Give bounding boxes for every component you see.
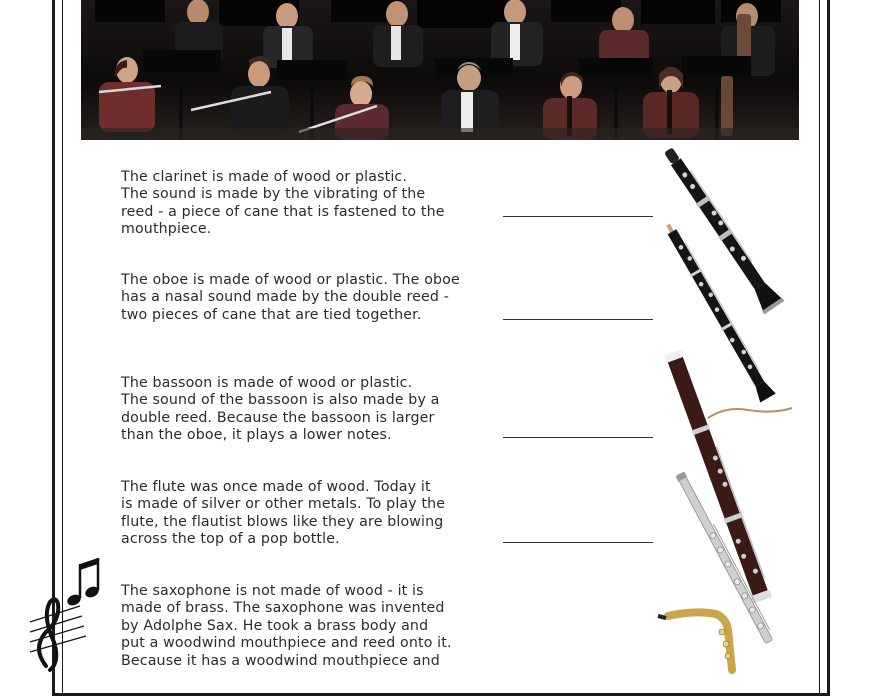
eighth-notes-icon (66, 558, 101, 607)
orchestra-photo (81, 0, 799, 140)
text-line: mouthpiece. (121, 221, 212, 238)
text-line: The bassoon is made of wood or plastic. (121, 375, 413, 391)
text-line: across the top of a pop bottle. (121, 531, 340, 548)
saxophone-description (121, 583, 501, 670)
clarinet-image (658, 143, 784, 314)
text-line: made of brass. The saxophone was invented (121, 600, 445, 617)
text-line: The flute was once made of wood. Today it (121, 479, 431, 495)
oboe-description (121, 272, 501, 324)
text-line: reed - a piece of cane that is fastened to the (121, 203, 445, 220)
bassoon-description (121, 375, 501, 445)
answer-line-4[interactable] (503, 542, 653, 543)
text-line: The oboe is made of wood or plastic. The oboe (121, 272, 460, 288)
text-line: The saxophone is not made of wood - it is (121, 583, 424, 599)
text-line: has a nasal sound made by the double reed - (121, 289, 449, 306)
answer-line-1[interactable] (503, 216, 653, 217)
clarinet-description (121, 169, 501, 239)
text-line: flute, the flautist blows like they are blowing (121, 513, 444, 530)
text-line: than the oboe, it plays a lower notes. (121, 427, 392, 444)
text-line: double reed. Because the bassoon is larger (121, 409, 435, 426)
text-line: two pieces of cane that are tied together. (121, 306, 422, 323)
flute-description (121, 479, 501, 549)
music-decoration (20, 556, 110, 666)
text-line: put a woodwind mouthpiece and reed onto it. (121, 635, 452, 652)
answer-line-3[interactable] (503, 437, 653, 438)
treble-clef-icon (30, 599, 86, 670)
text-line: The clarinet is made of wood or plastic. (121, 169, 408, 185)
text-line: by Adolphe Sax. He took a brass body and (121, 617, 429, 634)
answer-line-2[interactable] (503, 319, 653, 320)
text-line: The sound of the bassoon is also made by a (121, 392, 440, 409)
text-line: Because it has a woodwind mouthpiece and (121, 652, 440, 669)
text-line: The sound is made by the vibrating of the (121, 186, 426, 203)
text-line: is made of silver or other metals. To play the (121, 496, 446, 513)
